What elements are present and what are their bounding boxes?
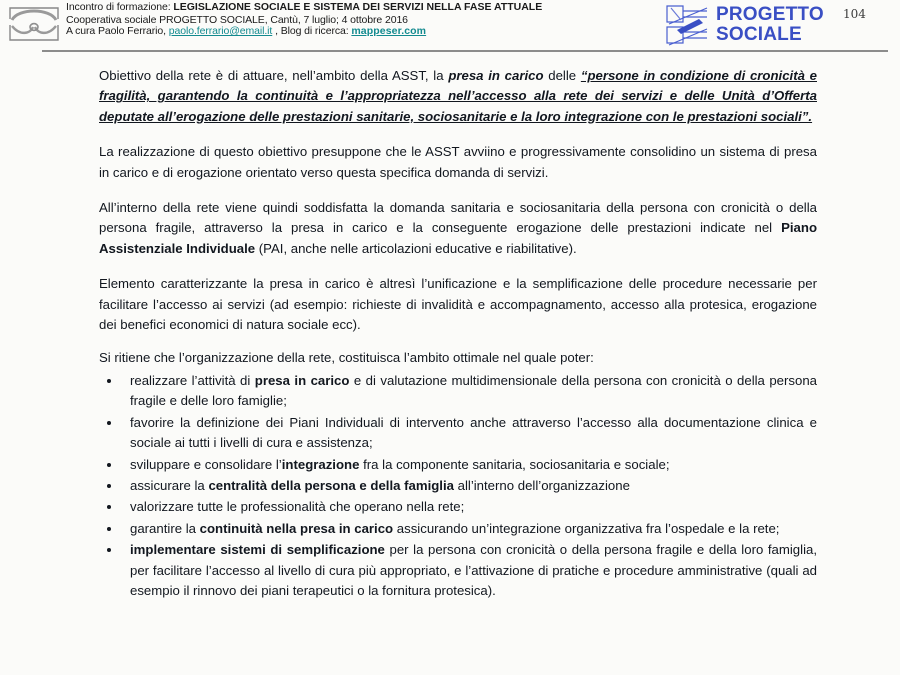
header-text-block — [66, 2, 636, 38]
email-link[interactable]: paolo.ferrario@email.it — [168, 25, 273, 38]
list-item — [99, 497, 817, 517]
logo-line-progetto: PROGETTO — [716, 4, 824, 25]
bullet-marker-icon — [107, 463, 111, 467]
bullet-bold-6: continuità nella presa in carico — [199, 520, 394, 536]
bullet-marker-icon — [107, 505, 111, 509]
list-item — [99, 476, 817, 496]
slide-header — [0, 0, 900, 52]
p1-text-1: Obiettivo della rete è di attuare, nell’ambito della ASST, la — [99, 68, 449, 83]
bullet-text-4: assicurare la — [130, 477, 209, 493]
page-number: 104 — [843, 7, 866, 21]
paragraph-2: La realizzazione di questo obiettivo presuppone che le ASST avviino e progressivamente consolidino un sistema di presa in carico e di erogazione orientato verso questa specifica domanda di servizi. — [99, 144, 817, 180]
progetto-sociale-mark-icon — [663, 3, 711, 47]
paragraph-1 — [99, 66, 817, 127]
p1-quotation: “persone in condizione di cronicità e fragilità, garantendo la continuità e l’appropriatezza nell’accesso alla rete dei servizi e delle Unità d’Offerta deputate all’erogazione delle prestazioni sanitarie, sociosanitarie e la loro integrazione con le prestazioni sociali”. — [99, 68, 817, 124]
bullet-text-4b: all’interno dell’organizzazione — [453, 477, 630, 493]
bullet-text-3b: fra la componente sanitaria, sociosanitaria e sociale; — [359, 456, 670, 472]
progetto-sociale-logo — [663, 2, 828, 48]
bullet-text-1b: e di valutazione multidimensionale della persona con cronicità o della persona fragile e delle loro famiglie; — [130, 372, 817, 409]
list-item — [99, 455, 817, 475]
p3-text-1: All’interno della rete viene quindi soddisfatta la domanda sanitaria e sociosanitaria della persona con cronicità o della persona fragile, attraverso la presa in carico e la conseguente erogazione delle prestazioni indicate nel — [99, 200, 817, 236]
header-org-line: Cooperativa sociale PROGETTO SOCIALE, Cantù, 7 luglio; 4 ottobre 2016 — [66, 13, 408, 26]
p3-bold-term: Piano Assistenziale Individuale — [99, 220, 817, 256]
bullet-bold-4: centralità della persona e della famiglia — [208, 477, 454, 493]
bullet-marker-icon — [107, 421, 111, 425]
bullet-text-7b: per la persona con cronicità o della persona fragile e della loro famiglia, per facilitare l’accesso al livello di cura più appropriato, e l’attivazione di pratiche e procedure amministrative (quali ad esempio il rinnovo dei piani terapeutici o la fornitura protesica). — [130, 542, 817, 598]
p3-text-2: (PAI, anche nelle articolazioni educative e riabilitative). — [255, 240, 577, 256]
list-item — [99, 371, 817, 412]
bullet-text-2: favorire la definizione dei Piani Individuali di intervento anche attraverso l’accesso alla documentazione clinica e sociale ai tutti i livelli di cura e assistenza; — [130, 414, 817, 451]
bullet-text-3: sviluppare e consolidare l’ — [130, 456, 282, 472]
header-author-line — [66, 26, 636, 38]
bullet-marker-icon — [107, 379, 111, 383]
bullet-marker-icon — [107, 527, 111, 531]
list-item — [99, 519, 817, 539]
bullet-text-1: realizzare l’attività di — [130, 372, 255, 388]
p1-emphasis: presa in carico — [448, 68, 544, 83]
list-item — [99, 540, 817, 601]
slide-body — [99, 66, 817, 602]
header-title-line — [66, 2, 636, 14]
bullet-bold-3: integrazione — [281, 456, 360, 472]
header-title-main: LEGISLAZIONE SOCIALE E SISTEMA DEI SERVIZI NELLA FASE ATTUALE — [173, 1, 543, 13]
list-item — [99, 413, 817, 454]
list-intro: Si ritiene che l’organizzazione della rete, costituisca l’ambito ottimale nel quale poter: — [99, 350, 594, 366]
paragraph-4: Elemento caratterizzante la presa in carico è altresì l’unificazione e la semplificazione delle procedure necessarie per facilitare l’accesso ai servizi (ad esempio: richieste di invalidità e accompagnamento, accesso alla protesica, erogazione dei benefici economici di natura sociale ecc). — [99, 276, 817, 333]
bullet-text-6b: assicurando un’integrazione organizzativa fra l’ospedale e la rete; — [393, 520, 780, 536]
objectives-list — [99, 371, 817, 601]
open-book-emblem-icon — [6, 3, 62, 45]
p1-text-2: delle — [543, 68, 581, 83]
bullet-bold-7: implementare sistemi di semplificazione — [130, 542, 385, 558]
paragraph-3 — [99, 198, 817, 259]
blog-link[interactable]: mappeser.com — [351, 25, 427, 38]
bullet-text-6: garantire la — [130, 520, 200, 536]
header-title-prefix: Incontro di formazione: — [66, 1, 174, 13]
bullet-text-5: valorizzare tutte le professionalità che operano nella rete; — [130, 499, 465, 515]
bullet-marker-icon — [107, 548, 111, 552]
bullet-marker-icon — [107, 484, 111, 488]
progetto-sociale-wordmark — [716, 5, 824, 45]
logo-line-sociale: SOCIALE — [716, 24, 802, 45]
header-author-prefix: A cura Paolo Ferrario, — [66, 25, 169, 38]
header-blog-label: , Blog di ricerca: — [272, 25, 352, 38]
header-divider — [42, 50, 888, 52]
bullet-bold-1: presa in carico — [254, 372, 350, 388]
